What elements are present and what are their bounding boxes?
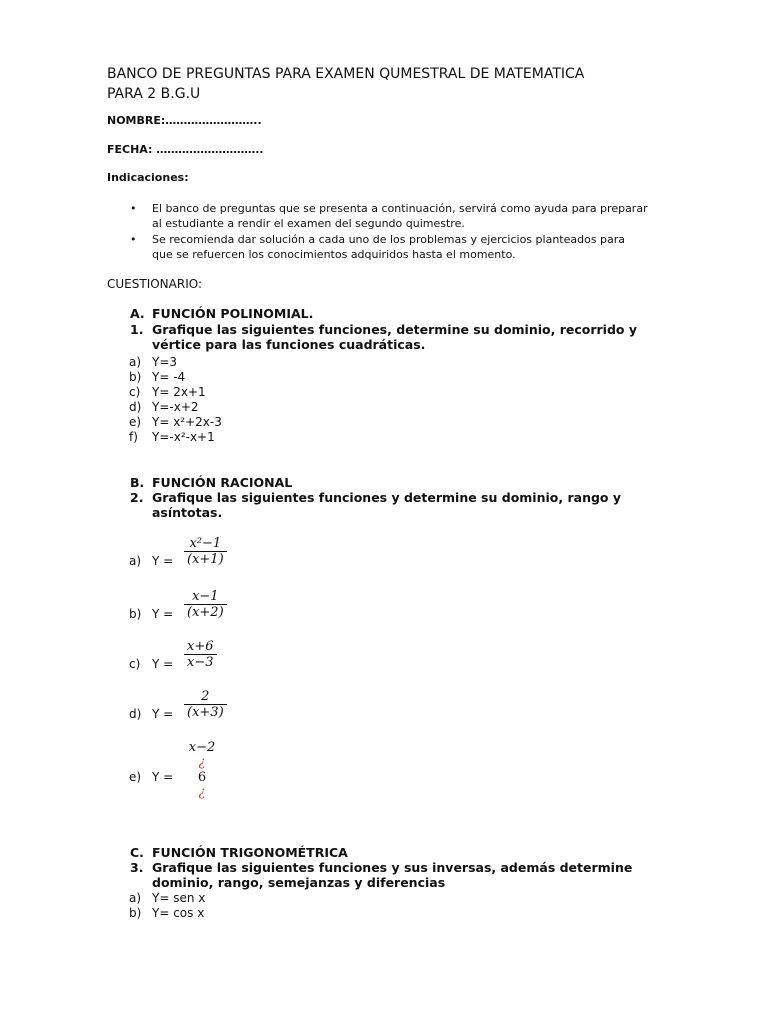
section-c-title: FUNCIÓN TRIGONOMÉTRICA [152, 845, 348, 860]
question-1-number: 1. [130, 322, 144, 337]
list-item-expr: Y=-x+2 [152, 400, 199, 414]
bullet-item-1: El banco de preguntas que se presenta a continuación, servirá como ayuda para preparar al estudiante a rendir el examen del segundo quimestre. [152, 202, 648, 230]
title-line-1: BANCO DE PREGUNTAS PARA EXAMEN QUMESTRAL DE MATEMATICA [107, 66, 585, 82]
list-item-expr: Y= 2x+1 [152, 385, 206, 399]
question-3-number: 3. [130, 860, 144, 875]
document-title [107, 64, 584, 104]
question-2-number: 2. [130, 490, 144, 505]
question-1-text: Grafique las siguientes funciones, determine su dominio, recorrido y vértice para las funciones cuadráticas. [152, 322, 638, 352]
list-item-expr: Y= sen x [152, 891, 206, 905]
y-equals: Y = [152, 770, 174, 784]
list-item: c) [129, 385, 141, 399]
list-item-label: a) [129, 554, 142, 568]
section-b-title: FUNCIÓN RACIONAL [152, 475, 293, 490]
title-line-2: PARA 2 B.G.U [107, 86, 201, 102]
fraction-a: $\frac{\text{x²−1}}{(x+1)}$ [184, 536, 227, 567]
cuestionario-heading: CUESTIONARIO: [107, 277, 203, 291]
fraction-e-numerator: x−2 [188, 740, 216, 755]
list-item-label: b) [129, 607, 142, 621]
list-item-label: a) [129, 891, 142, 905]
fraction-b: $\frac{x-1}{(x+2)}$ [184, 589, 227, 620]
y-equals: Y = [152, 657, 174, 671]
list-item-expr: Y= x²+2x-3 [152, 415, 222, 429]
fraction-e [184, 740, 220, 800]
fecha-field: FECHA: ……………………….. [107, 143, 264, 156]
fraction-e-denominator: 6 [197, 770, 207, 785]
section-a-letter: A. [130, 306, 145, 321]
list-item-expr: Y= cos x [152, 906, 205, 920]
fraction-c: $\frac{x+6}{x-3}$ [184, 639, 217, 670]
bullet-icon: • [130, 233, 137, 246]
y-equals: Y = [152, 607, 174, 621]
fraction-d: $\frac{2}{(x+3)}$ [184, 689, 227, 720]
broken-glyph: ¿ [198, 755, 206, 770]
list-item-label: c) [129, 657, 141, 671]
list-item-expr: Y= -4 [152, 370, 186, 384]
question-3-text: Grafique las siguientes funciones y sus inversas, además determine dominio, rango, semejanzas y diferencias [152, 860, 633, 890]
list-item-expr: Y=3 [152, 355, 178, 369]
bullet-item-2: Se recomienda dar solución a cada uno de los problemas y ejercicios planteados para que se refuercen los conocimientos adquiridos hasta el momento. [152, 233, 626, 261]
section-a-title: FUNCIÓN POLINOMIAL. [152, 306, 314, 321]
y-equals: Y = [152, 707, 174, 721]
list-item-label: d) [129, 707, 142, 721]
list-item: d) [129, 400, 142, 414]
list-item-label: e) [129, 770, 142, 784]
bullet-icon: • [130, 202, 137, 215]
nombre-field: NOMBRE:…………………….. [107, 114, 262, 127]
question-2-text: Grafique las siguientes funciones y determine su dominio, rango y asíntotas. [152, 490, 622, 520]
list-item-expr: Y=-x²-x+1 [152, 430, 215, 444]
section-c-letter: C. [130, 845, 144, 860]
list-item: a) [129, 355, 142, 369]
broken-glyph: ¿ [198, 785, 206, 800]
list-item: f) [129, 430, 138, 444]
indicaciones-label: Indicaciones: [107, 171, 189, 184]
list-item-label: b) [129, 906, 142, 920]
y-equals: Y = [152, 554, 174, 568]
section-b-letter: B. [130, 475, 145, 490]
list-item: e) [129, 415, 142, 429]
list-item: b) [129, 370, 142, 384]
